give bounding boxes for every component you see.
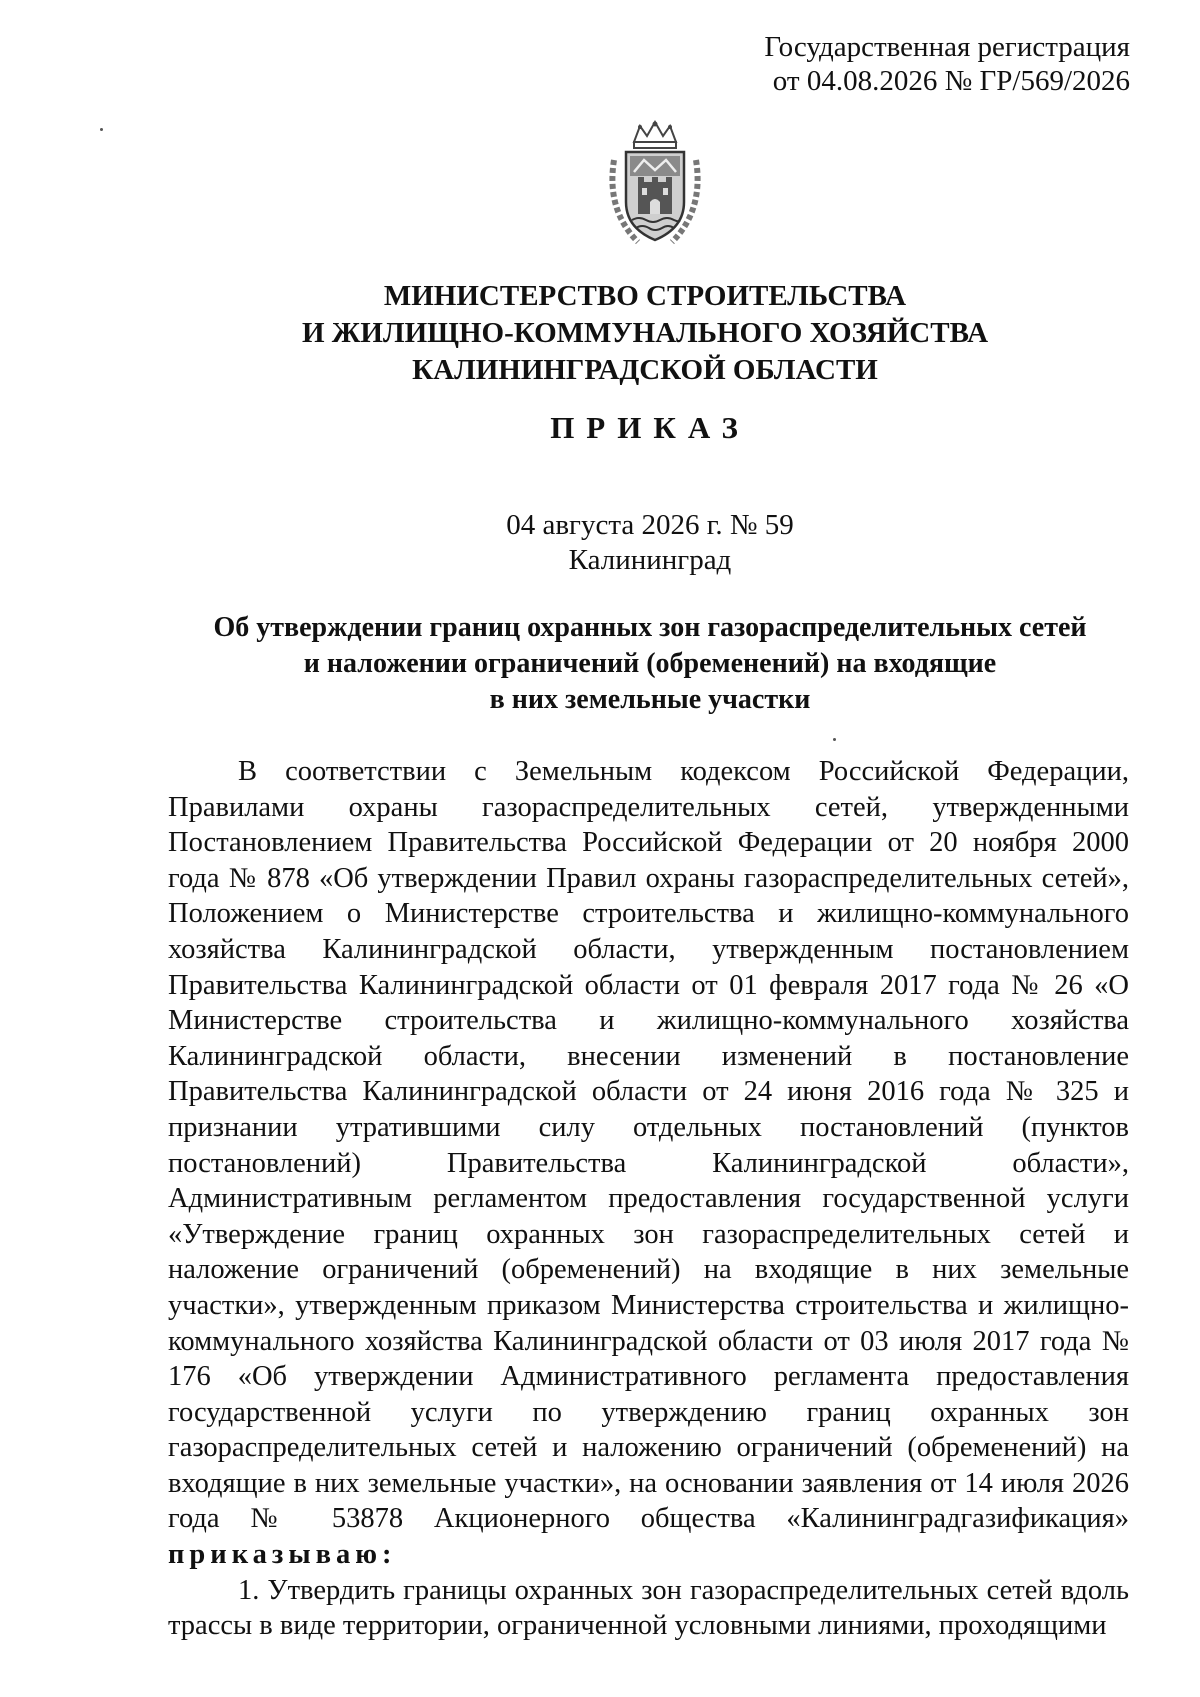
ministry-line-3: КАЛИНИНГРАДСКОЙ ОБЛАСТИ xyxy=(412,354,878,386)
preamble-text: В соответствии с Земельным кодексом Российской Федерации, Правилами охраны газораспределительных сетей, утвержденными Постановлением Правительства Российской Федерации от 20 ноября 2000 года № 878 «Об утверждении Правил охраны газораспределительных сетей», Положением о Министерстве строительства и жилищно-коммунального хозяйства Калининградской области, утвержденным постановлением Правительства Калининградской области от 01 февраля 2017 года № 26 «О Министерстве строительства и жилищно-коммунального хозяйства Калининградской области, внесении изменений в постановление Правительства Калининградской области от 24 июня 2016 года № 325 и признании утратившими силу отдельных постановлений (пунктов постановлений) Правительства Калининградской области», Административным регламентом предоставления государственной услуги «Утверждение границ охранных зон газораспределительных сетей и наложение ограничений (обременений) на входящие в них земельные участки», утвержденным приказом Министерства строительства и жилищно-коммунального хозяйства Калининградской области от 03 июля 2017 года № 176 «Об утверждении Административного регламента предоставления государственной услуги по утверждению границ охранных зон газораспределительных сетей и наложению ограничений (обременений) на входящие в них земельные участки», на основании заявления от 14 июля 2026 года № 53878 Акционерного общества «Калининградгазификация» xyxy=(168,756,1129,1535)
date-number: 04 августа 2026 г. № 59 xyxy=(506,509,794,541)
registration-line-1: Государственная регистрация xyxy=(764,31,1130,63)
ministry-line-1: МИНИСТЕРСТВО СТРОИТЕЛЬСТВА xyxy=(383,280,907,312)
subject-line-1: Об утверждении границ охранных зон газораспределительных сетей xyxy=(213,612,1087,643)
registration-line-2: от 04.08.2026 № ГР/569/2026 xyxy=(772,65,1130,97)
document-subject xyxy=(0,610,1200,718)
subject-line-3: в них земельные участки xyxy=(489,684,811,715)
scan-speck xyxy=(100,128,103,131)
city: Калининград xyxy=(568,544,732,576)
date-place-block xyxy=(0,508,1200,578)
preamble-paragraph xyxy=(168,754,1129,1573)
ministry-name xyxy=(0,278,1200,389)
ministry-line-2: И ЖИЛИЩНО-КОММУНАЛЬНОГО ХОЗЯЙСТВА xyxy=(301,317,989,349)
document-body xyxy=(168,754,1129,1644)
document-type: ПРИКАЗ xyxy=(550,410,750,445)
kaliningrad-coat-of-arms-icon xyxy=(604,120,706,248)
subject-line-2: и наложении ограничений (обременений) на входящие xyxy=(303,648,997,679)
scan-speck xyxy=(833,738,836,741)
order-word: приказываю: xyxy=(168,1539,397,1571)
registration-stamp xyxy=(764,30,1130,98)
item-1-paragraph: 1. Утвердить границы охранных зон газораспределительных сетей вдоль трассы в виде территории, ограниченной условными линиями, проходящими xyxy=(168,1574,1129,1642)
